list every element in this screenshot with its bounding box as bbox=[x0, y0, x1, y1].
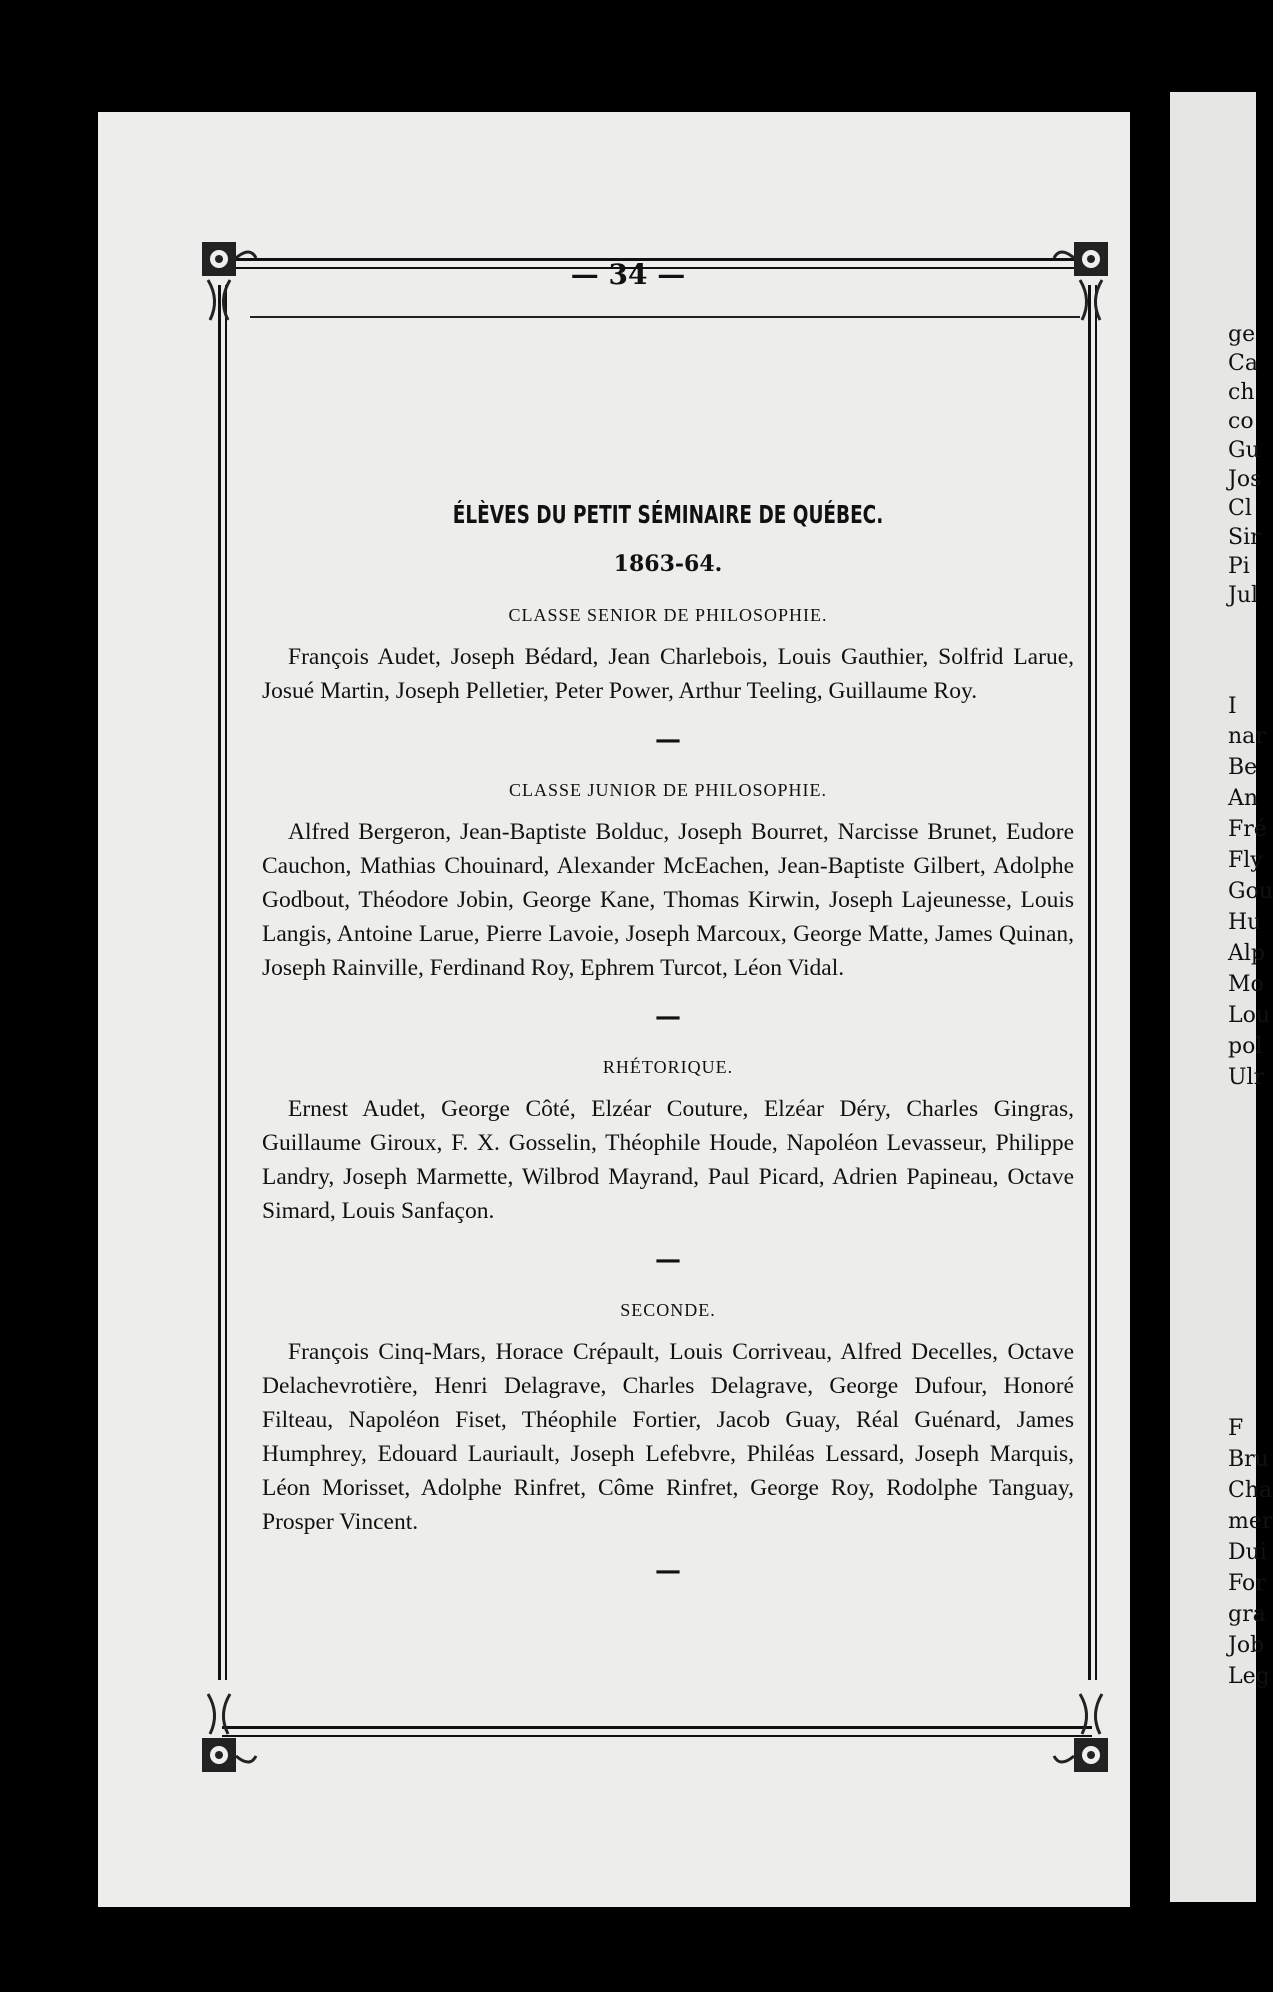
section-separator: — bbox=[655, 1556, 681, 1586]
neighbor-fragment: Jul bbox=[1228, 583, 1259, 608]
neighbor-fragment: ch bbox=[1228, 380, 1255, 405]
neighbor-fragment: Cl bbox=[1228, 496, 1252, 521]
neighbor-fragment: Ca bbox=[1228, 351, 1258, 376]
section-heading-seconde: SECONDE. bbox=[620, 1300, 716, 1320]
neighbor-fragment: Hu bbox=[1228, 910, 1262, 935]
section-heading-junior-philosophy: CLASSE JUNIOR DE PHILOSOPHIE. bbox=[508, 780, 828, 800]
neighbor-fragment: mer bbox=[1228, 1509, 1273, 1534]
neighbor-fragment: Fré bbox=[1228, 817, 1267, 842]
section-heading-rhetorique: RHÉTORIQUE. bbox=[602, 1057, 734, 1077]
neighbor-fragment: Cha bbox=[1228, 1478, 1273, 1503]
neighbor-fragment: nar bbox=[1228, 724, 1266, 749]
section-separator: — bbox=[655, 725, 681, 755]
neighbor-fragment: Job bbox=[1228, 1633, 1265, 1658]
neighbor-fragment: Fly bbox=[1228, 848, 1263, 873]
neighbor-fragment: Pi bbox=[1228, 554, 1250, 579]
student-list-senior-philosophy: François Audet, Joseph Bédard, Jean Charlebois, Louis Gauthier, Solfrid Larue, Josué Martin, Joseph Pelletier, Peter Power, Arthur Teeling, Guillaume Roy. bbox=[262, 644, 1074, 704]
section-heading-senior-philosophy: CLASSE SENIOR DE PHILOSOPHIE. bbox=[508, 605, 828, 625]
neighbor-fragment: Dui bbox=[1228, 1540, 1267, 1565]
neighbor-fragment: Gou bbox=[1228, 879, 1273, 904]
page-number: — 34 — bbox=[570, 258, 686, 291]
page-title: ÉLÈVES DU PETIT SÉMINAIRE DE QUÉBEC. bbox=[452, 500, 884, 529]
frame-right-rule bbox=[1088, 285, 1097, 1680]
neighbor-fragment: F bbox=[1228, 1416, 1244, 1441]
neighbor-fragment: Leg bbox=[1228, 1664, 1270, 1689]
neighbor-fragment: Sir bbox=[1228, 525, 1261, 550]
frame-left-rule bbox=[218, 285, 227, 1680]
section-separator: — bbox=[655, 1245, 681, 1275]
page-content bbox=[262, 500, 1074, 1586]
neighbor-fragment: Be bbox=[1228, 755, 1258, 780]
section-separator: — bbox=[655, 1002, 681, 1032]
frame-bottom-rule bbox=[222, 1726, 1092, 1737]
neighbor-fragment: Jos bbox=[1228, 467, 1262, 492]
neighbor-fragment: pol bbox=[1228, 1034, 1263, 1059]
neighbor-fragment: Bru bbox=[1228, 1447, 1269, 1472]
neighbor-fragment: Gu bbox=[1228, 438, 1260, 463]
student-list-rhetorique: Ernest Audet, George Côté, Elzéar Couture, Elzéar Déry, Charles Gingras, Guillaume Giroux, F. X. Gosselin, Théophile Houde, Napoléon Levasseur, Philippe Landry, Joseph Marmette, Wilbrod Mayrand, Paul Picard, Adrien Papineau, Octave Simard, Louis Sanfaçon. bbox=[262, 1096, 1074, 1224]
neighbor-fragment: Mo bbox=[1228, 972, 1264, 997]
corner-ornament-icon bbox=[200, 1690, 258, 1774]
neighbor-fragment: Alp bbox=[1228, 941, 1266, 966]
neighbor-fragment: ge bbox=[1228, 322, 1256, 347]
neighbor-fragment: For bbox=[1228, 1571, 1266, 1596]
neighbor-fragment: co bbox=[1228, 409, 1254, 434]
neighbor-fragment: I bbox=[1228, 694, 1237, 719]
adjacent-page-edge bbox=[1170, 92, 1273, 1902]
neighbor-fragment: An bbox=[1228, 786, 1259, 811]
header-rule bbox=[250, 316, 1080, 318]
neighbor-fragment: Lou bbox=[1228, 1003, 1271, 1028]
neighbor-fragment: gra bbox=[1228, 1602, 1266, 1627]
corner-ornament-icon bbox=[1052, 1690, 1110, 1774]
student-list-seconde: François Cinq-Mars, Horace Crépault, Louis Corriveau, Alfred Decelles, Octave Delachevrotière, Henri Delagrave, Charles Delagrave, George Dufour, Honoré Filteau, Napoléon Fiset, Théophile Fortier, Jacob Guay, Réal Guénard, James Humphrey, Edouard Lauriault, Joseph Lefebvre, Philéas Lessard, Joseph Marquis, Léon Morisset, Adolphe Rinfret, Côme Rinfret, George Roy, Rodolphe Tanguay, Prosper Vincent. bbox=[262, 1339, 1074, 1535]
neighbor-fragment: Ulr bbox=[1228, 1065, 1265, 1090]
student-list-junior-philosophy: Alfred Bergeron, Jean-Baptiste Bolduc, Joseph Bourret, Narcisse Brunet, Eudore Cauchon, Mathias Chouinard, Alexander McEachen, Jean-Baptiste Gilbert, Adolphe Godbout, Théodore Jobin, George Kane, Thomas Kirwin, Joseph Lajeunesse, Louis Langis, Antoine Larue, Pierre Lavoie, Joseph Marcoux, George Matte, James Quinan, Joseph Rainville, Ferdinand Roy, Ephrem Turcot, Léon Vidal. bbox=[262, 819, 1074, 981]
school-year: 1863-64. bbox=[613, 551, 723, 577]
